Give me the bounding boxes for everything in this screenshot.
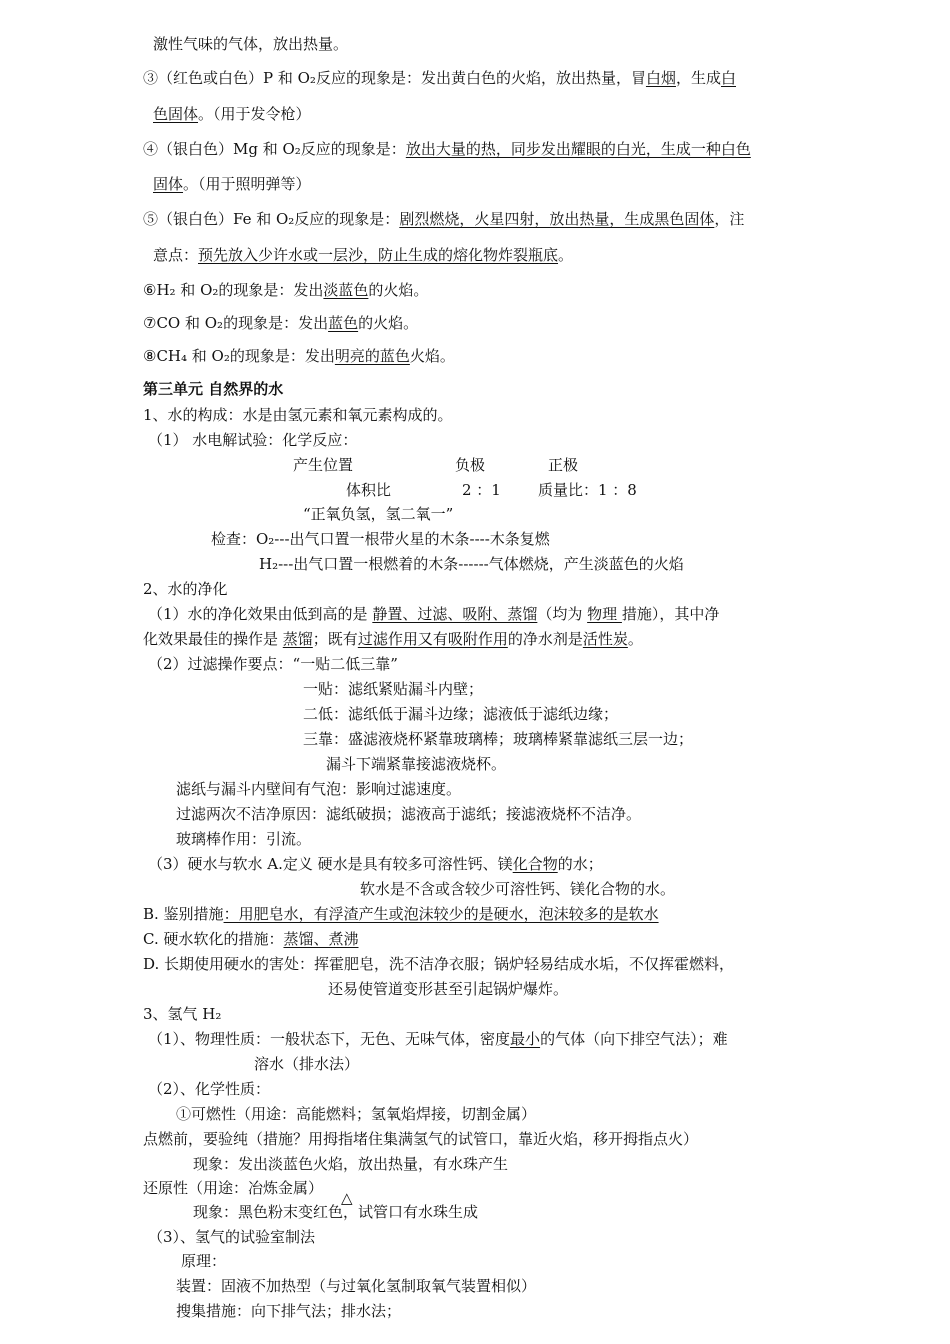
text-line: H₂---出气口置一根燃着的木条------气体燃烧，产生淡蓝色的火焰 xyxy=(259,555,684,573)
text-line: 检查：O₂---出气口置一根带火星的木条----木条复燃 xyxy=(211,530,550,548)
text-line: 点燃前，要验纯（措施？用拇指堵住集满氢气的试管口，靠近火焰，移开拇指点火） xyxy=(143,1130,699,1148)
text-line: （2）、化学性质： xyxy=(148,1080,271,1098)
text-line: C. 硬水软化的措施：蒸馏、煮沸 xyxy=(143,930,359,948)
table-cell: 正极 xyxy=(548,456,579,474)
text-line: 化效果最佳的操作是 蒸馏；既有过滤作用又有吸附作用的净水剂是活性炭。 xyxy=(143,630,643,648)
text-line: ⑥H₂ 和 O₂的现象是：发出淡蓝色的火焰。 xyxy=(143,281,429,299)
table-cell: 2 ：1 xyxy=(462,481,501,499)
text-line: （3）、氢气的试验室制法 xyxy=(148,1228,316,1246)
text-line: ③（红色或白色）P 和 O₂反应的现象是：发出黄白色的火焰，放出热量，冒白烟，生成白 xyxy=(143,69,736,87)
section-heading: 第三单元 自然界的水 xyxy=(143,380,284,398)
text-line: 装置：固液不加热型（与过氧化氢制取氧气装置相似） xyxy=(176,1277,537,1295)
text-line: 还易使管道变形甚至引起锅炉爆炸。 xyxy=(328,980,569,998)
text-line: （1）水的净化效果由低到高的是 静置、过滤、吸附、蒸馏（均为 物理 措施），其中净 xyxy=(148,605,720,623)
text-line: 意点：预先放入少许水或一层沙，防止生成的熔化物炸裂瓶底。 xyxy=(153,246,574,264)
text-line: D. 长期使用硬水的害处：挥霍肥皂，洗不洁净衣服；锅炉轻易结成水垢，不仅挥霍燃料， xyxy=(143,955,735,973)
text-line: 二低：滤纸低于漏斗边缘；滤液低于滤纸边缘； xyxy=(303,705,619,723)
text-line: “正氧负氢，氢二氧一” xyxy=(303,505,454,523)
text-line: 滤纸与漏斗内壁间有气泡：影响过滤速度。 xyxy=(176,780,462,798)
text-line: 漏斗下端紧靠接滤液烧杯。 xyxy=(326,755,507,773)
text-line: 1、水的构成：水是由氢元素和氧元素构成的。 xyxy=(143,406,453,424)
text-line: 玻璃棒作用：引流。 xyxy=(176,830,312,848)
text-line: 2、水的净化 xyxy=(143,580,228,598)
text-line: 色固体。（用于发令枪） xyxy=(153,105,311,123)
text-line: （3）硬水与软水 A.定义 硬水是具有较多可溶性钙、镁化合物的水； xyxy=(148,855,603,873)
text-line: 溶水（排水法） xyxy=(254,1055,360,1073)
text-line: ⑧CH₄ 和 O₂的现象是：发出明亮的蓝色火焰。 xyxy=(143,347,455,365)
text-line: ④（银白色）Mg 和 O₂反应的现象是：放出大量的热，同步发出耀眼的白光，生成一种白色 xyxy=(143,140,751,158)
text-line: 激性气味的气体，放出热量。 xyxy=(153,35,349,53)
text-line: （2）过滤操作要点：“一贴二低三靠” xyxy=(148,655,398,673)
text-line: ⑦CO 和 O₂的现象是：发出蓝色的火焰。 xyxy=(143,314,419,332)
text-line: B. 鉴别措施：用肥皂水，有浮渣产生或泡沫较少的是硬水，泡沫较多的是软水 xyxy=(143,905,659,923)
text-line: 现象：发出淡蓝色火焰，放出热量，有水珠产生 xyxy=(193,1155,509,1173)
text-line: 软水是不含或含较少可溶性钙、镁化合物的水。 xyxy=(360,880,676,898)
text-line: ⑤（银白色）Fe 和 O₂反应的现象是：剧烈燃烧，火星四射，放出热量，生成黑色固体，注 xyxy=(143,210,745,228)
text-line: 原理： xyxy=(181,1252,227,1270)
text-line: 一贴：滤纸紧贴漏斗内壁； xyxy=(303,680,484,698)
table-cell: 体积比 xyxy=(346,481,392,499)
text-line: 3、氢气 H₂ xyxy=(143,1005,222,1023)
text-line: 过滤两次不洁净原因：滤纸破损；滤液高于滤纸；接滤液烧杯不洁净。 xyxy=(176,805,642,823)
text-line: （1）、物理性质：一般状态下，无色、无味气体，密度最小的气体（向下排空气法）；难 xyxy=(148,1030,728,1048)
table-cell: 产生位置 xyxy=(293,456,354,474)
text-line: 现象：黑色粉末变红色，试管口有水珠生成 xyxy=(193,1203,479,1221)
text-line: （1） 水电解试验：化学反应： xyxy=(148,431,358,449)
table-cell: 质量比：1 ：8 xyxy=(538,481,637,499)
text-line: 固体。（用于照明弹等） xyxy=(153,175,311,193)
table-cell: 负极 xyxy=(455,456,486,474)
text-line: ①可燃性（用途：高能燃料；氢氧焰焊接，切割金属） xyxy=(176,1105,537,1123)
text-line: 三靠：盛滤液烧杯紧靠玻璃棒；玻璃棒紧靠滤纸三层一边； xyxy=(303,730,694,748)
text-line: 搜集措施：向下排气法；排水法； xyxy=(176,1302,402,1320)
heat-triangle-symbol: △ xyxy=(341,1189,353,1207)
text-line: 还原性（用途：冶炼金属） xyxy=(143,1179,324,1197)
